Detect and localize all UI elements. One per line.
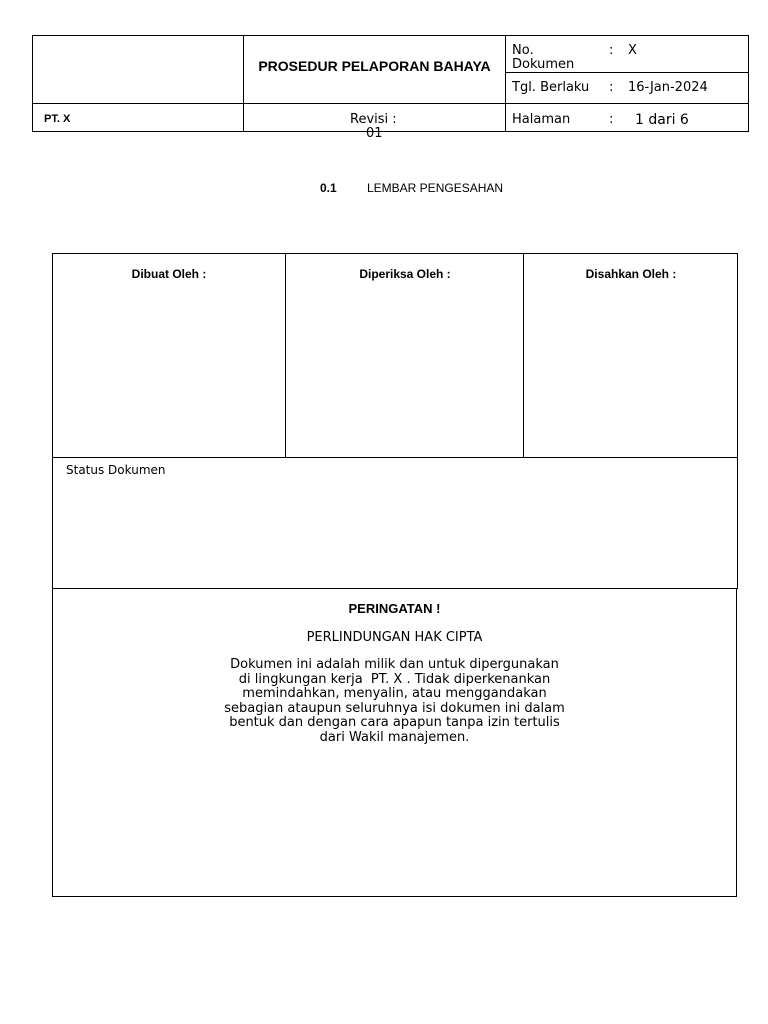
effective-date-label: Tgl. Berlaku <box>512 80 590 95</box>
revision-value: 01 <box>366 126 383 141</box>
warning-subtitle: PERLINDUNGAN HAK CIPTA <box>306 630 483 645</box>
header-divider <box>505 103 749 104</box>
warning-line: Dokumen ini adalah milik dan untuk dipergunakan <box>230 657 559 672</box>
approved-by-label: Disahkan Oleh : <box>585 267 677 281</box>
warning-line: dari Wakil manajemen. <box>319 729 470 745</box>
effective-date-value: 16-Jan-2024 <box>628 80 708 95</box>
company-name: PT. X <box>44 113 71 125</box>
warning-line: memindahkan, menyalin, atau menggandakan <box>242 686 547 701</box>
header-divider <box>243 35 244 132</box>
warning-line: di lingkungan kerja PT. X . Tidak diperkenankan <box>238 671 551 687</box>
page-label: Halaman <box>512 112 571 127</box>
doc-no-value: X <box>628 43 637 58</box>
separator: : <box>609 80 614 95</box>
checked-by-label: Diperiksa Oleh : <box>359 267 451 281</box>
made-by-label: Dibuat Oleh : <box>131 267 207 281</box>
warning-title: PERINGATAN ! <box>348 601 441 616</box>
section-number: 0.1 <box>320 181 337 195</box>
warning-text <box>52 658 737 745</box>
separator: : <box>609 43 614 58</box>
separator: : <box>609 112 614 127</box>
header-divider <box>505 35 506 132</box>
approval-divider <box>523 253 524 458</box>
section-title: LEMBAR PENGESAHAN <box>367 181 504 195</box>
approval-table <box>52 253 738 589</box>
doc-no-label-line2: Dokumen <box>512 57 575 72</box>
approval-divider <box>52 457 738 458</box>
page-value: 1 dari 6 <box>635 112 689 128</box>
warning-line: bentuk dan dengan cara apapun tanpa izin tertulis <box>229 715 560 730</box>
header-divider <box>505 72 749 73</box>
header-divider <box>32 103 506 104</box>
revision-label: Revisi : <box>350 112 397 127</box>
warning-line: sebagian ataupun seluruhnya isi dokumen ini dalam <box>224 700 565 716</box>
document-title: PROSEDUR PELAPORAN BAHAYA <box>258 58 491 74</box>
status-label: Status Dokumen <box>66 463 166 477</box>
doc-no-label: No. <box>512 43 534 58</box>
approval-divider <box>285 253 286 458</box>
